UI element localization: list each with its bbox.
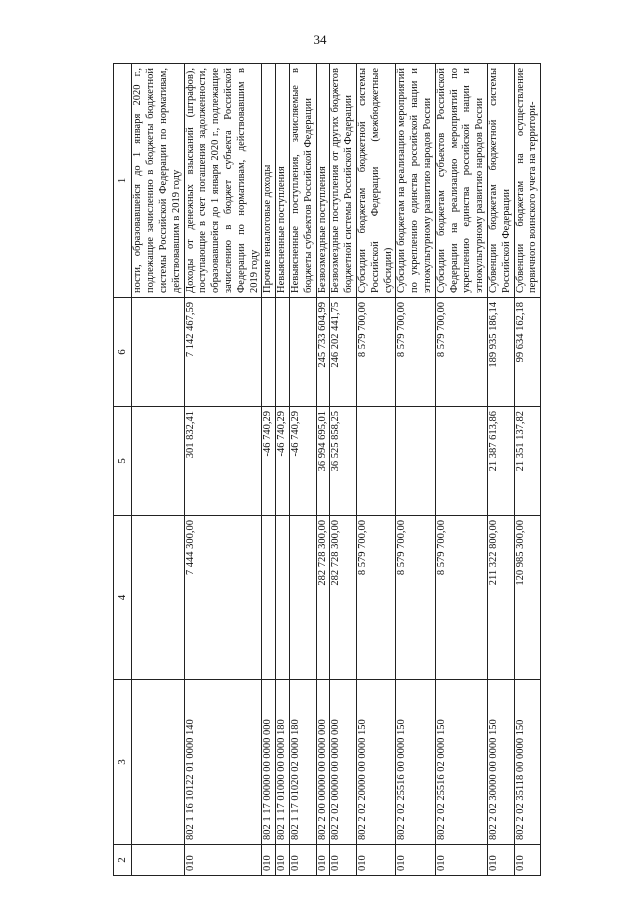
remaining-amount-cell: 8 579 700,00 (356, 298, 395, 407)
budget-code-cell: 802 1 16 10122 01 0000 140 (184, 680, 262, 845)
remaining-amount-cell: 246 202 441,75 (330, 298, 357, 407)
executed-amount-cell: 36 525 858,25 (330, 407, 357, 516)
column-header: 4 (114, 516, 132, 680)
column-header: 2 (114, 845, 132, 876)
planned-amount-cell: 282 728 300,00 (330, 516, 357, 680)
column-header: 3 (114, 680, 132, 845)
budget-code-cell (132, 680, 184, 845)
budget-code-cell: 802 1 17 00000 00 0000 000 (262, 680, 276, 845)
planned-amount-cell: 8 579 700,00 (396, 516, 435, 680)
executed-amount-cell: 301 832,41 (184, 407, 262, 516)
remaining-amount-cell: 8 579 700,00 (396, 298, 435, 407)
budget-table (113, 63, 541, 876)
planned-amount-cell: 8 579 700,00 (356, 516, 395, 680)
budget-code-cell: 802 2 02 25516 00 0000 150 (396, 680, 435, 845)
header-row (114, 64, 132, 876)
budget-code-cell: 802 2 02 35118 00 0000 150 (514, 680, 541, 845)
admin-code-cell: 010 (276, 845, 290, 876)
row-name-cell: Безвозмездные поступления от других бюджетов бюджетной системы Российской Федерации (330, 64, 357, 298)
column-header: 1 (114, 64, 132, 298)
row-name-cell: Доходы от денежных взысканий (штрафов), поступающие в счет погашения задолженности, образовавшейся до 1 января 2020 г., подлежащие зачислению в бюджет субъекта Российской Федерации по нормативам, действовавшим в 2019 году (184, 64, 262, 298)
executed-amount-cell: -46 740,29 (289, 407, 316, 516)
admin-code-cell: 010 (435, 845, 487, 876)
planned-amount-cell (132, 516, 184, 680)
planned-amount-cell (262, 516, 276, 680)
table-row (184, 64, 262, 876)
admin-code-cell: 010 (316, 845, 330, 876)
admin-code-cell: 010 (330, 845, 357, 876)
row-name-cell: ности, образовавшейся до 1 января 2020 г., подлежащие зачислению в бюджеты бюджетной системы Российской Федерации по нормативам, действовавшим в 2019 году (132, 64, 184, 298)
table-row (396, 64, 435, 876)
row-name-cell: Субсидии бюджетам на реализацию мероприятий по укреплению единства российской нации и этнокультурному развитию народов России (396, 64, 435, 298)
budget-code-cell: 802 2 02 20000 00 0000 150 (356, 680, 395, 845)
planned-amount-cell: 211 322 800,00 (487, 516, 514, 680)
table-row (289, 64, 316, 876)
remaining-amount-cell (132, 298, 184, 407)
budget-code-cell: 802 1 17 01000 00 0000 180 (276, 680, 290, 845)
planned-amount-cell: 282 728 300,00 (316, 516, 330, 680)
admin-code-cell: 010 (289, 845, 316, 876)
row-name-cell: Субсидии бюджетам субъектов Российской Федерации на реализацию мероприятий по укреплению единства российской нации и этнокультурному развитию народов России (435, 64, 487, 298)
table-row (514, 64, 541, 876)
budget-code-cell: 802 2 00 00000 00 0000 000 (316, 680, 330, 845)
row-name-cell: Субвенции бюджетам на осуществление первичного воинского учета на территори- (514, 64, 541, 298)
planned-amount-cell: 7 444 300,00 (184, 516, 262, 680)
executed-amount-cell: 21 351 137,82 (514, 407, 541, 516)
admin-code-cell: 010 (514, 845, 541, 876)
executed-amount-cell: 21 387 613,86 (487, 407, 514, 516)
executed-amount-cell: -46 740,29 (262, 407, 276, 516)
row-name-cell: Невыясненные поступления, зачисляемые в бюджеты субъектов Российской Федерации (289, 64, 316, 298)
remaining-amount-cell: 7 142 467,59 (184, 298, 262, 407)
admin-code-cell: 010 (262, 845, 276, 876)
row-name-cell: Безвозмездные поступления (316, 64, 330, 298)
row-name-cell: Невыясненные поступления (276, 64, 290, 298)
budget-code-cell: 802 1 17 01020 02 0000 180 (289, 680, 316, 845)
executed-amount-cell (396, 407, 435, 516)
page-number: 34 (313, 32, 327, 47)
executed-amount-cell (356, 407, 395, 516)
executed-amount-cell (132, 407, 184, 516)
budget-code-cell: 802 2 02 25516 02 0000 150 (435, 680, 487, 845)
remaining-amount-cell (289, 298, 316, 407)
executed-amount-cell: -46 740,29 (276, 407, 290, 516)
table-row (356, 64, 395, 876)
table-row (435, 64, 487, 876)
budget-code-cell: 802 2 02 30000 00 0000 150 (487, 680, 514, 845)
remaining-amount-cell: 99 634 162,18 (514, 298, 541, 407)
rotated-table-container (113, 64, 621, 876)
admin-code-cell (132, 845, 184, 876)
column-header: 5 (114, 407, 132, 516)
table-row (132, 64, 184, 876)
executed-amount-cell (435, 407, 487, 516)
admin-code-cell: 010 (356, 845, 395, 876)
executed-amount-cell: 36 994 695,01 (316, 407, 330, 516)
remaining-amount-cell: 8 579 700,00 (435, 298, 487, 407)
admin-code-cell: 010 (184, 845, 262, 876)
table-row (487, 64, 514, 876)
table-row (276, 64, 290, 876)
column-header: 6 (114, 298, 132, 407)
row-name-cell: Субвенции бюджетам бюджетной системы Российской Федерации (487, 64, 514, 298)
table-row (316, 64, 330, 876)
table-row (330, 64, 357, 876)
remaining-amount-cell: 245 733 604,99 (316, 298, 330, 407)
budget-code-cell: 802 2 02 00000 00 0000 000 (330, 680, 357, 845)
planned-amount-cell: 120 985 300,00 (514, 516, 541, 680)
remaining-amount-cell: 189 935 186,14 (487, 298, 514, 407)
admin-code-cell: 010 (487, 845, 514, 876)
planned-amount-cell (276, 516, 290, 680)
table-row (262, 64, 276, 876)
row-name-cell: Субсидии бюджетам бюджетной системы Российской Федерации (межбюджетные субсидии) (356, 64, 395, 298)
remaining-amount-cell (276, 298, 290, 407)
row-name-cell: Прочие неналоговые доходы (262, 64, 276, 298)
planned-amount-cell (289, 516, 316, 680)
admin-code-cell: 010 (396, 845, 435, 876)
planned-amount-cell: 8 579 700,00 (435, 516, 487, 680)
remaining-amount-cell (262, 298, 276, 407)
